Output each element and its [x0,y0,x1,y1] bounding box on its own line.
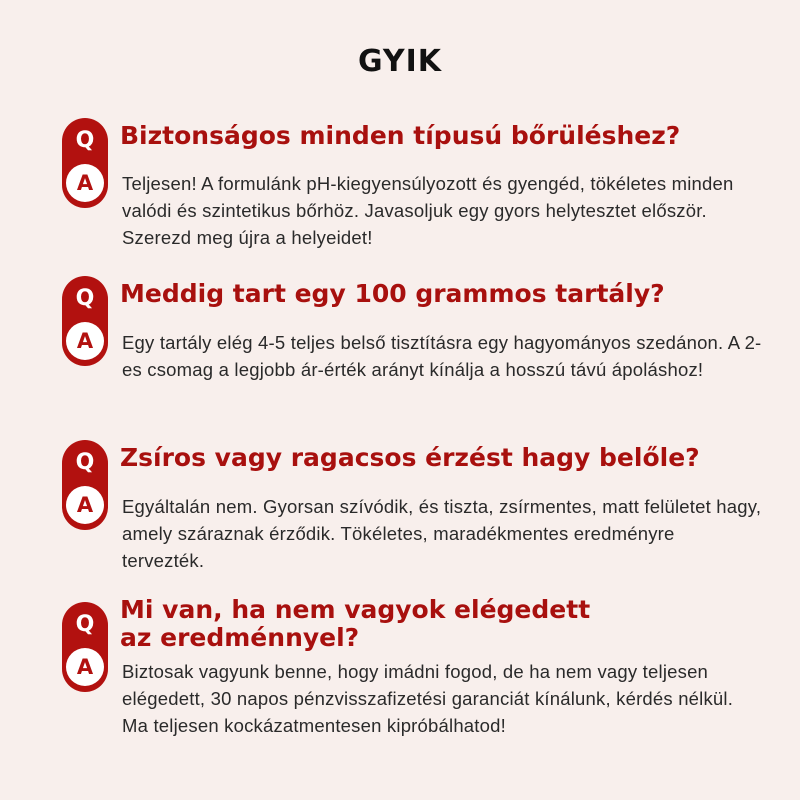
q-icon: Q [75,449,95,475]
faq-question: Meddig tart egy 100 grammos tartály? [120,279,665,308]
faq-question: Biztonságos minden típusú bőrüléshez? [120,121,681,150]
faq-answer: Teljesen! A formulánk pH-kiegyensúlyozott és gyengéd, tökéletes minden valódi és szintetikus bőrhöz. Javasoljuk egy gyors helytesztet először. Szerezd meg újra a helyeidet! [122,173,734,248]
faq-answer: Biztosak vagyunk benne, hogy imádni fogod, de ha nem vagy teljesen elégedett, 30 napos pénzvisszafizetési garanciát kínálunk, kérdés nélkül. Ma teljesen kockázatmentesen kipróbálhatod! [122,661,734,736]
page-title: GYIK [357,44,443,79]
faq-question: Zsíros vagy ragacsos érzést hagy belőle? [120,443,700,472]
a-icon: A [66,322,104,360]
faq-item [62,118,742,258]
q-icon: Q [75,285,95,311]
faq-question: Mi van, ha nem vagyok elégedett az eredménnyel? [120,595,591,652]
faq-answer: Egyáltalán nem. Gyorsan szívódik, és tiszta, zsírmentes, matt felületet hagy, amely száraznak érződik. Tökéletes, maradékmentes eredményre tervezték. [122,496,762,571]
faq-answer: Egy tartály elég 4-5 teljes belső tisztításra egy hagyományos szedánon. A 2-es csomag a legjobb ár-érték arányt kínálja a hosszú távú ápoláshoz! [122,332,762,380]
a-icon: A [66,486,104,524]
a-icon: A [66,164,104,202]
q-icon: Q [75,611,95,637]
qa-badge [62,276,108,366]
faq-item [62,596,742,776]
faq-item [62,276,762,416]
qa-badge [62,440,108,530]
q-icon: Q [75,127,95,153]
qa-badge [62,602,108,692]
a-icon: A [66,648,104,686]
faq-item [62,440,762,580]
qa-badge [62,118,108,208]
